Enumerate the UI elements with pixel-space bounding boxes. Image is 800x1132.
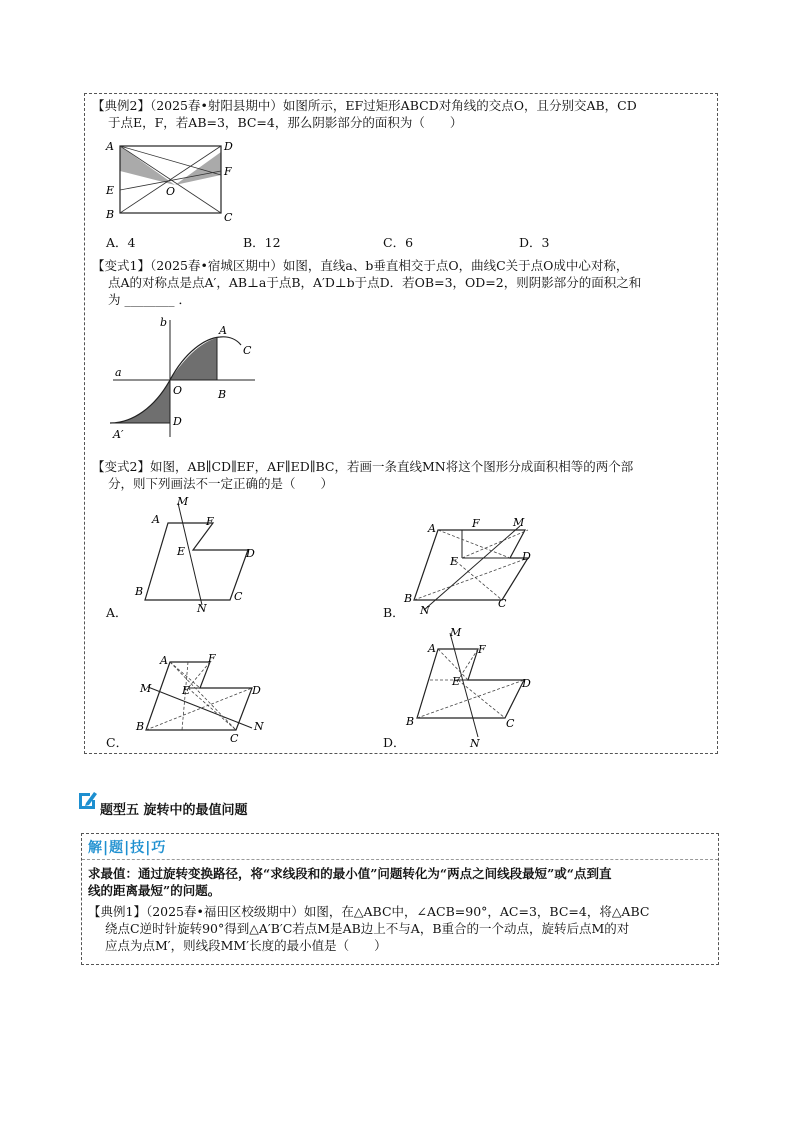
label-point-b: B (218, 388, 227, 401)
svg-text:F: F (472, 517, 480, 530)
svg-text:N: N (197, 602, 207, 615)
svg-text:B: B (404, 592, 413, 605)
example1-text-line1: 【典例1】（2025春•福田区校级期中）如图，在△ABC中，∠ACB=90°，AC=3，BC=4，将△ABC (88, 904, 650, 919)
label-point-a: A (219, 324, 227, 337)
variant2-figure-d (400, 625, 540, 750)
variant2-option-c[interactable]: C． (106, 735, 129, 750)
example2-option-d[interactable]: D．3 (519, 235, 550, 250)
example1-text-line2: 绕点C逆时针旋转90°得到△A′B′C若点M是AB边上不与A，B重合的一个动点，旋转后点M的对 (105, 921, 630, 936)
svg-text:B: B (135, 585, 144, 598)
svg-text:M: M (513, 516, 525, 529)
label-line-b: b (160, 316, 168, 329)
variant2-text-line2: 分，则下列画法不一定正确的是（ ） (108, 476, 334, 491)
svg-text:F: F (206, 515, 214, 528)
variant2-figure-c (130, 650, 275, 750)
svg-text:C: C (498, 597, 507, 610)
svg-text:A: A (428, 522, 436, 535)
shaded-region-right (170, 338, 217, 380)
label-line-a: a (115, 366, 122, 379)
tips-divider (82, 859, 718, 860)
shaded-region-left (110, 380, 170, 423)
label-o: O (166, 185, 176, 198)
variant2-option-d[interactable]: D． (383, 735, 406, 750)
label-curve-c: C (243, 344, 252, 357)
label-a: A (106, 140, 114, 153)
example2-figure (100, 138, 240, 228)
label-point-a-prime: A′ (113, 428, 124, 441)
tips-header: 解|题|技|巧 (88, 840, 167, 856)
svg-text:N: N (420, 604, 430, 617)
svg-text:E: E (177, 545, 186, 558)
svg-text:E: E (452, 675, 461, 688)
svg-text:N: N (254, 720, 264, 733)
svg-text:A: A (428, 642, 436, 655)
svg-text:M: M (450, 626, 462, 639)
svg-text:M: M (177, 495, 189, 508)
variant2-figure-b (400, 510, 545, 620)
svg-text:D: D (522, 550, 531, 563)
variant2-text-line1: 【变式2】如图，AB∥CD∥EF，AF∥ED∥BC，若画一条直线MN将这个图形分成面积相等的两个部 (92, 459, 634, 474)
example1-text-line3: 应点为点M′，则线段MM′长度的最小值是（ ） (105, 938, 387, 953)
example2-text-line2: 于点E，F，若AB=3，BC=4，那么阴影部分的面积为（ ） (108, 115, 463, 130)
label-b: B (106, 208, 115, 221)
svg-text:E: E (182, 684, 191, 697)
svg-text:B: B (406, 715, 415, 728)
variant1-text-line3: 为 ________ ． (108, 292, 191, 307)
label-point-d: D (173, 415, 182, 428)
variant2-option-b[interactable]: B． (383, 605, 405, 620)
svg-text:B: B (136, 720, 145, 733)
svg-text:A: A (160, 654, 168, 667)
section-title: 题型五 旋转中的最值问题 (100, 803, 248, 818)
svg-text:C: C (230, 732, 239, 745)
example2-option-c[interactable]: C．6 (383, 235, 414, 250)
example2-option-b[interactable]: B．12 (243, 235, 281, 250)
example2-option-a[interactable]: A．4 (106, 235, 136, 250)
label-e: E (106, 184, 115, 197)
svg-text:E: E (450, 555, 459, 568)
svg-text:M: M (140, 682, 152, 695)
svg-text:D: D (252, 684, 261, 697)
svg-text:A: A (152, 513, 160, 526)
variant1-text-line2: 点A的对称点是点A′，AB⊥a于点B，A′D⊥b于点D．若OB=3，OD=2，则阴影部分的面积之和 (108, 275, 642, 290)
svg-text:C: C (506, 717, 515, 730)
label-f: F (224, 165, 232, 178)
section-pencil-icon (76, 789, 98, 811)
variant2-option-a[interactable]: A． (106, 605, 128, 620)
variant2-figure-a (130, 495, 270, 615)
label-d: D (224, 140, 233, 153)
label-o: O (173, 384, 183, 397)
svg-text:N: N (470, 737, 480, 750)
svg-text:C: C (234, 590, 243, 603)
svg-text:F: F (208, 652, 216, 665)
label-c: C (224, 211, 233, 224)
tips-rule-line2: 线的距离最短”的问题。 (88, 883, 221, 898)
svg-text:D: D (522, 677, 531, 690)
variant1-text-line1: 【变式1】（2025春•宿城区期中）如图，直线a、b垂直相交于点O，曲线C关于点O成中心对称， (92, 258, 629, 273)
variant1-figure (105, 312, 265, 447)
example2-text-line1: 【典例2】（2025春•射阳县期中）如图所示，EF过矩形ABCD对角线的交点O，且分别交AB，CD (92, 98, 637, 113)
svg-text:D: D (246, 547, 255, 560)
svg-text:F: F (478, 643, 486, 656)
tips-rule-line1: 求最值：通过旋转变换路径，将“求线段和的最小值”问题转化为“两点之间线段最短”或“点到直 (88, 866, 612, 881)
